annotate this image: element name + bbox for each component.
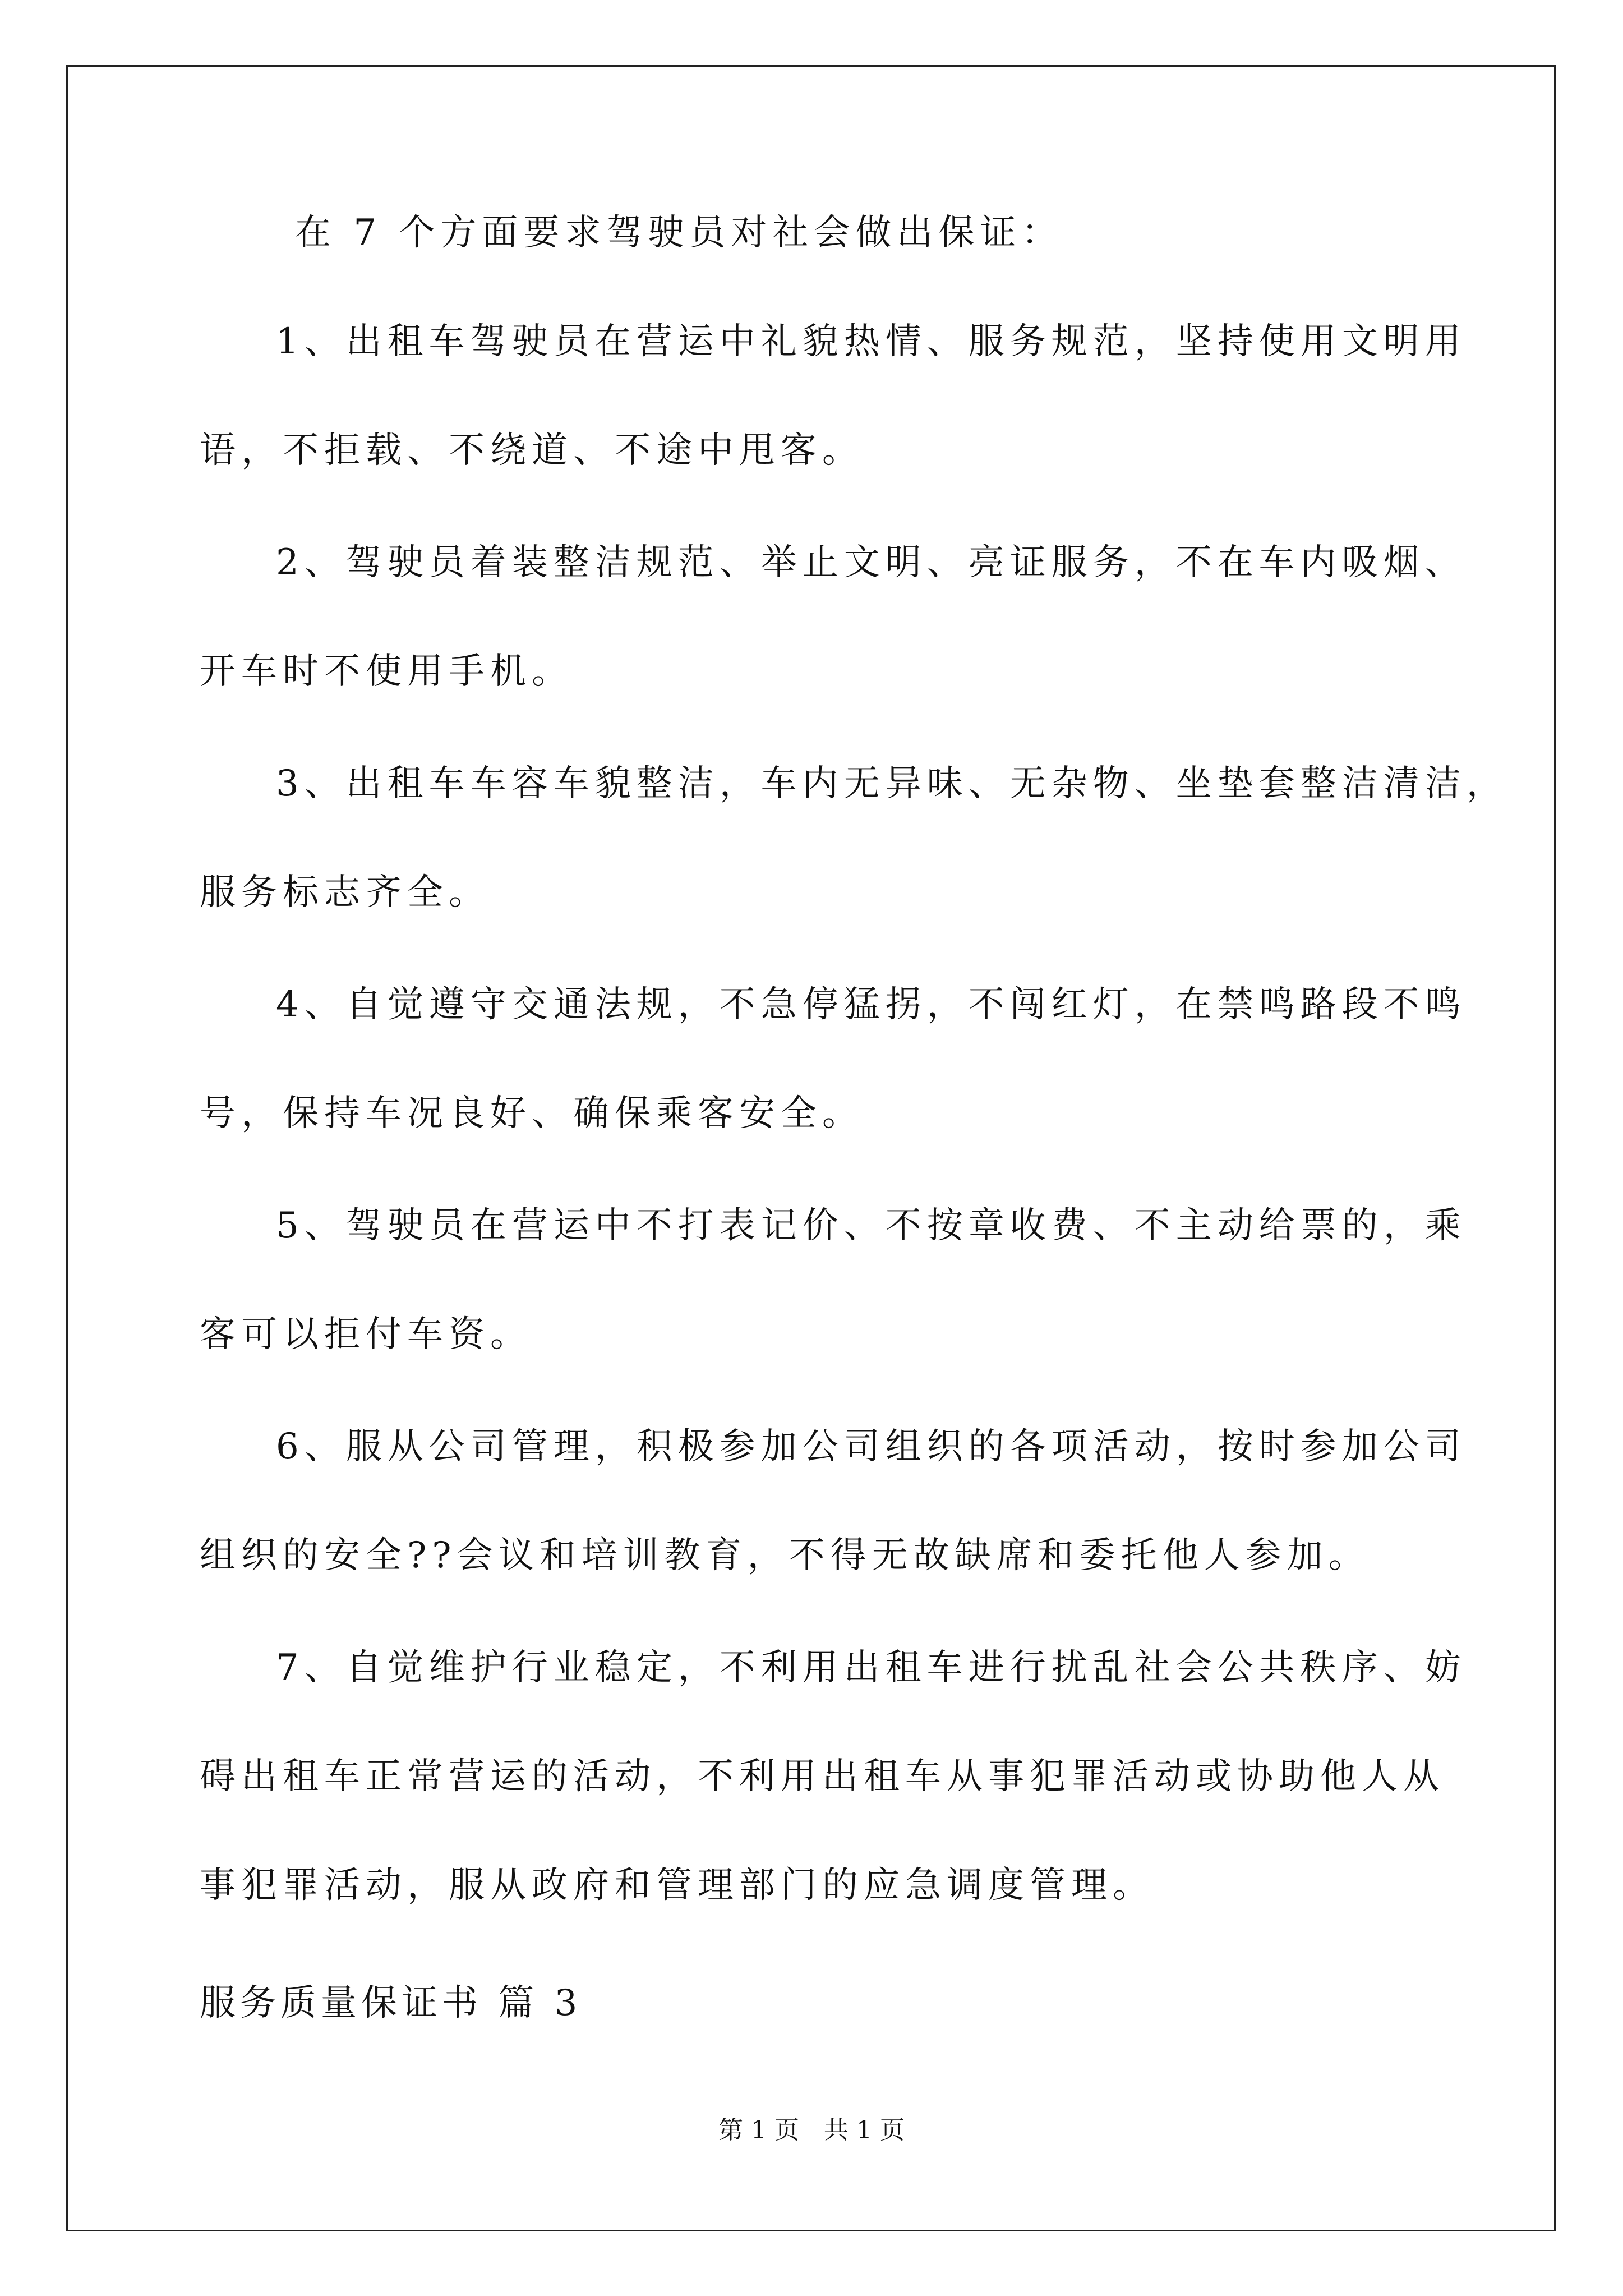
item-6-line-2: 组织的安全??会议和培训教育，不得无故缺席和委托他人参加。 bbox=[200, 1535, 1370, 1576]
item-7-line-2: 碍出租车正常营运的活动，不利用出租车从事犯罪活动或协助他人从 bbox=[200, 1756, 1445, 1797]
list-item bbox=[200, 316, 1467, 476]
item-1-line-1: 1、出租车驾驶员在营运中礼貌热情、服务规范，坚持使用文明用 bbox=[276, 321, 1467, 362]
list-item bbox=[200, 758, 1508, 918]
document-body bbox=[200, 208, 1508, 2028]
item-2-line-1: 2、驾驶员着装整洁规范、举止文明、亮证服务，不在车内吸烟、 bbox=[276, 542, 1467, 583]
page-footer: 第 1 页 共 1 页 bbox=[718, 2116, 905, 2145]
intro-paragraph: 在 7 个方面要求驾驶员对社会做出保证： bbox=[295, 212, 1063, 254]
list-item bbox=[200, 1642, 1467, 1911]
item-7-line-1: 7、自觉维护行业稳定，不利用出租车进行扰乱社会公共秩序、妨 bbox=[276, 1647, 1467, 1688]
item-7-line-3: 事犯罪活动，服从政府和管理部门的应急调度管理。 bbox=[200, 1865, 1154, 1906]
list-item bbox=[200, 1421, 1467, 1581]
item-3-line-1: 3、出租车车容车貌整洁，车内无异味、无杂物、坐垫套整洁清洁， bbox=[276, 763, 1508, 804]
item-4-line-2: 号，保持车况良好、确保乘客安全。 bbox=[200, 1093, 864, 1134]
section-heading: 服务质量保证书 篇 3 bbox=[200, 1982, 582, 2024]
item-3-line-2: 服务标志齐全。 bbox=[200, 872, 490, 913]
item-5-line-1: 5、驾驶员在营运中不打表记价、不按章收费、不主动给票的，乘 bbox=[276, 1205, 1467, 1246]
item-5-line-2: 客可以拒付车资。 bbox=[200, 1314, 532, 1355]
list-item bbox=[200, 1200, 1467, 1360]
item-6-line-1: 6、服从公司管理，积极参加公司组织的各项活动，按时参加公司 bbox=[276, 1426, 1467, 1467]
item-4-line-1: 4、自觉遵守交通法规，不急停猛拐，不闯红灯，在禁鸣路段不鸣 bbox=[276, 984, 1467, 1025]
list-item bbox=[200, 537, 1467, 697]
item-2-line-2: 开车时不使用手机。 bbox=[200, 651, 573, 692]
list-item bbox=[200, 979, 1467, 1139]
item-1-line-2: 语，不拒载、不绕道、不途中甩客。 bbox=[200, 430, 864, 471]
